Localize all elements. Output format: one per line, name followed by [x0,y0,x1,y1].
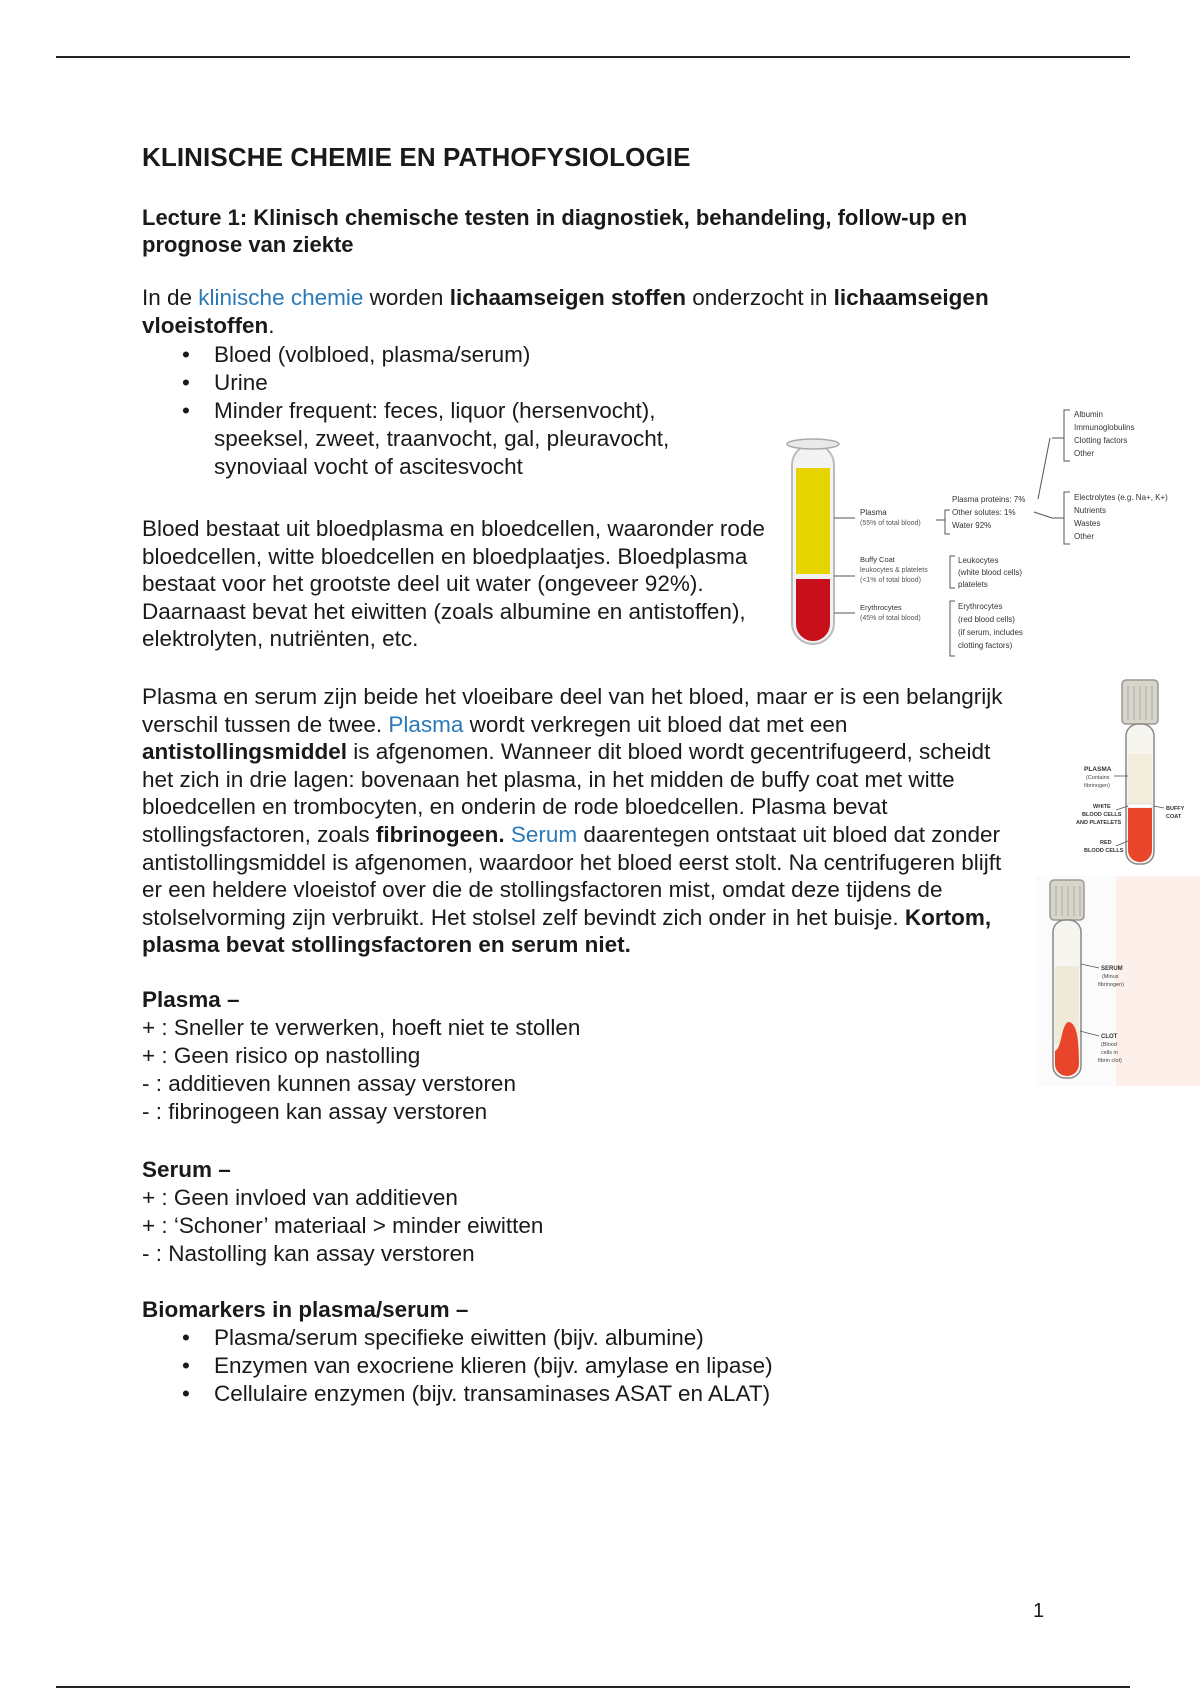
list-item: • Urine [142,369,762,397]
page-number: 1 [1033,1600,1045,1622]
list-item: - : additieven kunnen assay verstoren [142,1071,516,1096]
svg-text:fibrin clot): fibrin clot) [1098,1058,1122,1064]
bottom-rule [56,1686,1130,1688]
intro-paragraph: In de klinische chemie worden lichaamseigen stoffen onderzocht in lichaamseigen vloeistoffen. [142,285,989,338]
link-plasma[interactable]: Plasma [388,711,464,737]
list-item: + : Geen risico op nastolling [142,1043,421,1068]
list-item: - : Nastolling kan assay verstoren [142,1241,475,1266]
svg-text:(Contains: (Contains [1086,775,1110,781]
svg-text:cells in: cells in [1101,1050,1118,1056]
svg-text:BUFFY: BUFFY [1166,806,1185,812]
svg-text:Erythrocytes: Erythrocytes [958,602,1003,611]
list-item: + : Geen invloed van additieven [142,1185,458,1210]
biomarkers-section [142,1296,1042,1408]
svg-text:Leukocytes: Leukocytes [958,556,999,565]
buffy-coat-layer [1128,804,1152,808]
plasma-layer [1128,754,1152,804]
link-serum[interactable]: Serum [510,821,578,847]
list-item: - : fibrinogeen kan assay verstoren [142,1099,488,1124]
plasma-layer [796,468,830,574]
svg-text:COAT: COAT [1166,814,1182,820]
svg-text:BLOOD CELLS: BLOOD CELLS [1084,848,1124,854]
blood-composition-figure [780,398,1200,666]
svg-text:PLASMA: PLASMA [1084,766,1112,773]
list-item: • Enzymen van exocriene klieren (bijv. amylase en lipase) [142,1352,1042,1380]
biomarkers-list [142,1324,1042,1408]
svg-text:Nutrients: Nutrients [1074,506,1107,515]
svg-text:leukocytes & platelets: leukocytes & platelets [860,567,928,574]
tube-rim [787,439,839,449]
svg-text:(if serum, includes: (if serum, includes [958,628,1023,637]
plasma-section [142,986,842,1126]
svg-text:(red blood cells): (red blood cells) [958,615,1015,624]
label-plasma: Plasma [860,508,887,517]
label-immunoglobulins: Immunoglobulins [1074,423,1135,432]
link-klinische-chemie[interactable]: klinische chemie [198,285,364,310]
label-electrolytes: Electrolytes (e.g. Na+, K+) [1074,493,1168,502]
svg-text:platelets: platelets [958,580,988,589]
page-title: KLINISCHE CHEMIE EN PATHOFYSIOLOGIE [142,142,691,172]
list-item: + : Sneller te verwerken, hoeft niet te stollen [142,1015,581,1040]
top-rule [56,56,1130,58]
svg-text:Wastes: Wastes [1074,519,1101,528]
plasma-serum-paragraph: Plasma en serum zijn beide het vloeibare deel van het bloed, maar er is een belangrijk verschil tussen de twee. Plasma wordt verkregen uit bloed dat met een antistollingsmiddel is afgenomen. Wanneer dit bloed wordt gecentrifugeerd, scheidt het zich in drie lagen: bovenaan het plasma, in het midden de buffy coat met witte bloedcellen en trombocyten, en onderin de rode bloedcellen. Plasma bevat stollingsfactoren, zoals fibrinogeen. Serum daarentegen ontstaat uit bloed dat zonder antistollingsmiddel is afgenomen, waardoor het bloed eerst stolt. Na centrifugeren blijft er een heldere vloeistof over die de stollingsfactoren mist, omdat deze tijdens de stolselvorming zijn verbruikt. Het stolsel zelf bevindt zich onder in het buisje. Kortom, plasma bevat stollingsfactoren en serum niet. [142,684,1003,958]
svg-text:(45% of total blood): (45% of total blood) [860,615,921,622]
list-item: • Plasma/serum specifieke eiwitten (bijv. albumine) [142,1324,1042,1352]
red-cell-layer [1128,808,1152,862]
lecture-heading: Lecture 1: Klinisch chemische testen in diagnostiek, behandeling, follow-up en prognose van ziekte [142,205,968,257]
svg-text:(55% of total blood): (55% of total blood) [860,520,921,527]
label-plasma-proteins: Plasma proteins: 7% [952,495,1026,504]
label-clotting-factors: Clotting factors [1074,436,1128,445]
svg-text:Other: Other [1074,532,1095,541]
label-erythrocytes: Erythrocytes [860,603,902,612]
svg-text:(Minus: (Minus [1102,974,1119,980]
svg-text:(<1% of total blood): (<1% of total blood) [860,577,921,584]
svg-text:(Blood: (Blood [1101,1042,1117,1048]
svg-text:WHITE: WHITE [1093,804,1111,810]
svg-text:AND PLATELETS: AND PLATELETS [1076,820,1122,826]
svg-text:clotting factors): clotting factors) [958,641,1013,650]
svg-text:(white blood cells): (white blood cells) [958,568,1023,577]
tube-cap [1050,880,1084,920]
label-albumin: Albumin [1074,410,1103,419]
blood-paragraph: Bloed bestaat uit bloedplasma en bloedcellen, waaronder rode bloedcellen, witte bloedcellen en bloedplaatjes. Bloedplasma bestaat voor het grootste deel uit water (ongeveer 92%). Daarnaast bevat het eiwitten (zoals albumine en antistoffen), elektrolyten, nutriënten, etc. [142,516,765,652]
list-item: • Minder frequent: feces, liquor (hersenvocht), speeksel, zweet, traanvocht, gal, pleuravocht, synoviaal vocht of ascitesvocht [142,397,694,481]
svg-text:BLOOD CELLS: BLOOD CELLS [1082,812,1122,818]
svg-text:SERUM: SERUM [1101,966,1123,972]
svg-text:CLOT: CLOT [1101,1034,1118,1040]
erythrocyte-layer [796,579,830,641]
biomarkers-heading: Biomarkers in plasma/serum – [142,1297,469,1322]
plasma-tube-figure [1036,676,1200,876]
serum-section [142,1156,842,1268]
list-item: • Bloed (volbloed, plasma/serum) [142,341,762,369]
label-other-solutes: Other solutes: 1% [952,508,1016,517]
buffy-coat-layer [796,574,830,579]
svg-text:RED: RED [1100,840,1112,846]
fluids-list [142,341,762,481]
list-item: • Cellulaire enzymen (bijv. transaminases ASAT en ALAT) [142,1380,1042,1408]
plasma-heading: Plasma – [142,987,240,1012]
svg-text:fibrinogen): fibrinogen) [1084,783,1110,789]
label-buffy-coat: Buffy Coat [860,555,895,564]
serum-tube-figure [1036,876,1200,1086]
svg-text:fibrinogen): fibrinogen) [1098,982,1124,988]
serum-heading: Serum – [142,1157,231,1182]
svg-text:Other: Other [1074,449,1095,458]
label-water: Water 92% [952,521,992,530]
list-item: + : ‘Schoner’ materiaal > minder eiwitten [142,1213,544,1238]
